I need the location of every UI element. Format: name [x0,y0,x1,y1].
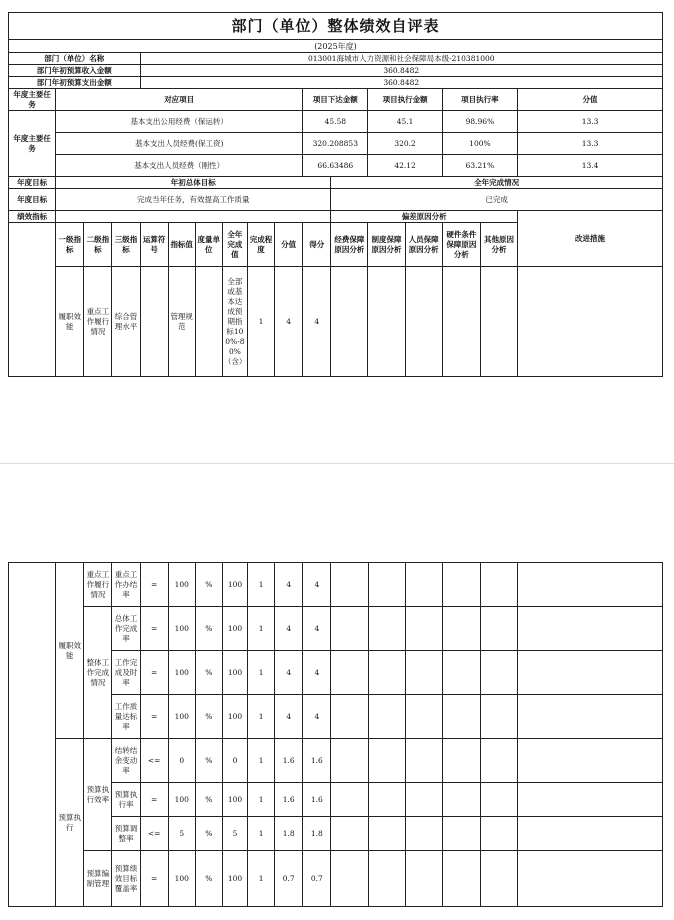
row-degree: 1 [247,267,274,377]
row-reason-other [481,651,518,695]
row-target: 100 [168,651,195,695]
row-reason-system [368,267,405,377]
row-unit: % [195,739,222,783]
row-target: 100 [168,851,195,907]
row-level3: 预算调整率 [112,817,140,851]
target-header: 指标值 [168,223,195,267]
row-score: 4 [303,651,331,695]
row-degree: 1 [248,607,275,651]
row-score: 4 [303,695,331,739]
row-reason-funds [331,651,368,695]
row-reason-funds [331,563,368,607]
row-reason-funds [331,607,368,651]
row-reason-hardware [442,783,480,817]
task-item: 基本支出人员经费(保工资) [56,133,303,155]
row-reason-system [368,695,405,739]
dept-name-value: 013001海城市人力资源和社会保障局本级-210381000 [140,53,662,65]
indicator-header-blank [56,211,331,223]
dept-name-label: 部门（单位）名称 [9,53,141,65]
row-degree: 1 [248,817,275,851]
group-level2: 整体工作完成情况 [84,607,112,739]
row-unit: % [195,607,222,651]
goal-completion: 已完成 [331,189,663,211]
reason-system-header: 制度保障原因分析 [368,223,405,267]
row-reason-funds [331,695,368,739]
row-reason-other [481,817,518,851]
operator-header: 运算符号 [140,223,168,267]
row-operator: = [140,563,168,607]
indicator-side-blank [9,563,56,907]
row-improve [518,851,663,907]
row-operator [140,267,168,377]
task-item: 基本支出人员经费（刚性） [56,155,303,177]
group-level2: 重点工作履行情况 [84,563,112,607]
group-level2: 预算编制管理 [84,851,112,907]
actual-header: 全年完成值 [222,223,247,267]
row-operator: = [140,607,168,651]
row-score-value: 1.8 [275,817,303,851]
row-score-value: 4 [275,607,303,651]
row-reason-hardware [442,817,480,851]
row-improve [518,695,663,739]
row-target: 5 [168,817,195,851]
row-unit: % [195,851,222,907]
row-improve [518,607,663,651]
row-unit: % [195,651,222,695]
row-degree: 1 [248,783,275,817]
row-reason-funds [331,267,368,377]
row-actual: 100 [222,851,247,907]
task-rate: 98.96% [442,111,517,133]
row-reason-hardware [442,563,480,607]
row-unit: % [195,563,222,607]
row-score: 1.6 [303,739,331,783]
row-reason-staff [405,607,442,651]
row-degree: 1 [248,739,275,783]
row-score-value: 1.6 [275,783,303,817]
row-score-value: 1.6 [275,739,303,783]
row-operator: = [140,695,168,739]
row-reason-system [368,651,405,695]
row-improve [518,739,663,783]
row-reason-system [368,739,405,783]
task-issued: 66.63486 [303,155,368,177]
task-rate: 63.21% [442,155,517,177]
row-actual: 100 [222,783,247,817]
row-reason-staff [405,563,442,607]
row-level1: 履职效能 [56,267,84,377]
executed-header: 项目执行金额 [368,89,442,111]
degree-header: 完成程度 [247,223,274,267]
row-reason-staff [405,817,442,851]
task-score-value: 13.3 [518,133,663,155]
task-rate: 100% [442,133,517,155]
indicator-side-blank [9,223,56,377]
year-cell [9,40,663,53]
task-executed: 42.12 [368,155,442,177]
row-level3: 工作完成及时率 [112,651,140,695]
group-level1: 预算执行 [56,739,84,907]
row-reason-staff [405,851,442,907]
row-actual: 全部或基本达成预期指标100%-80%（含） [222,267,247,377]
table-title-cell [9,13,663,40]
year-label: (2025年度) [314,41,357,51]
row-reason-system [368,817,405,851]
row-reason-other [481,563,518,607]
income-value: 360.8482 [140,65,662,77]
row-degree: 1 [248,851,275,907]
row-degree: 1 [248,563,275,607]
unit-header: 度量单位 [195,223,222,267]
task-item-header: 对应项目 [56,89,303,111]
goal-label: 年度目标 [9,189,56,211]
row-unit [195,267,222,377]
reason-other-header: 其他原因分析 [480,223,517,267]
task-executed: 45.1 [368,111,442,133]
score-header: 得分 [303,223,331,267]
row-score: 1.8 [303,817,331,851]
task-label-header: 年度主要任务 [9,89,56,111]
row-reason-other [480,267,517,377]
row-reason-funds [331,817,368,851]
row-score: 4 [303,607,331,651]
score-value-header: 分值 [275,223,303,267]
row-reason-funds [331,783,368,817]
row-score-value: 4 [275,267,303,377]
goal-completion-header: 全年完成情况 [331,177,663,189]
reason-hardware-header: 硬件条件保障原因分析 [442,223,480,267]
row-score: 4 [303,563,331,607]
row-score: 4 [303,267,331,377]
row-target: 管理规范 [168,267,195,377]
row-reason-system [368,851,405,907]
row-improve [518,651,663,695]
task-executed: 320.2 [368,133,442,155]
reason-staff-header: 人员保障原因分析 [405,223,442,267]
row-reason-hardware [442,607,480,651]
row-score-value: 4 [275,651,303,695]
evaluation-table-page1 [8,12,663,377]
task-issued: 320.208853 [303,133,368,155]
table-title: 部门（单位）整体绩效自评表 [231,17,440,35]
row-reason-other [481,783,518,817]
row-unit: % [195,783,222,817]
row-level3: 综合管理水平 [112,267,140,377]
rate-header: 项目执行率 [442,89,517,111]
row-operator: <= [140,817,168,851]
row-reason-other [481,739,518,783]
row-level3: 重点工作办结率 [112,563,140,607]
row-unit: % [195,817,222,851]
row-reason-system [368,563,405,607]
row-reason-funds [331,739,368,783]
row-reason-hardware [442,651,480,695]
row-target: 0 [168,739,195,783]
row-reason-hardware [442,695,480,739]
row-level3: 预算绩效目标覆盖率 [112,851,140,907]
row-score-value: 0.7 [275,851,303,907]
row-score: 1.6 [303,783,331,817]
row-operator: = [140,651,168,695]
income-label: 部门年初预算收入金额 [9,65,141,77]
row-score-value: 4 [275,563,303,607]
row-improve [518,563,663,607]
evaluation-table-page2 [8,562,663,907]
row-reason-hardware [442,851,480,907]
row-actual: 100 [222,563,247,607]
row-improve [518,783,663,817]
level1-header: 一级指标 [56,223,84,267]
row-target: 100 [168,695,195,739]
row-degree: 1 [248,651,275,695]
row-operator: = [140,851,168,907]
reason-funds-header: 经费保障原因分析 [331,223,368,267]
row-actual: 100 [222,695,247,739]
row-score: 0.7 [303,851,331,907]
row-score-value: 4 [275,695,303,739]
task-score-value: 13.3 [518,111,663,133]
row-unit: % [195,695,222,739]
row-reason-staff [405,651,442,695]
task-issued: 45.58 [303,111,368,133]
task-score-value: 13.4 [518,155,663,177]
row-reason-other [481,851,518,907]
row-actual: 5 [222,817,247,851]
row-improve [518,817,663,851]
score-value-header: 分值 [518,89,663,111]
row-reason-system [368,783,405,817]
row-target: 100 [168,783,195,817]
row-reason-staff [405,267,442,377]
row-reason-staff [405,695,442,739]
issued-header: 项目下达金额 [303,89,368,111]
row-reason-system [368,607,405,651]
row-actual: 0 [222,739,247,783]
goal-label-header: 年度目标 [9,177,56,189]
row-level3: 工作质量达标率 [112,695,140,739]
level3-header: 三级指标 [112,223,140,267]
row-reason-other [481,695,518,739]
row-level3: 总体工作完成率 [112,607,140,651]
row-reason-funds [331,851,368,907]
improve-header: 改进措施 [518,211,663,267]
row-level3: 预算执行率 [112,783,140,817]
row-operator: <= [140,739,168,783]
page-separator [0,463,674,464]
row-reason-hardware [442,739,480,783]
expense-value: 360.8482 [140,77,662,89]
row-actual: 100 [222,607,247,651]
deviation-header: 偏差原因分析 [331,211,518,223]
row-level2: 重点工作履行情况 [84,267,112,377]
goal-initial: 完成当年任务，有效提高工作质量 [56,189,331,211]
row-target: 100 [168,607,195,651]
indicator-label: 绩效指标 [9,211,56,223]
task-label-2: 年度主要任务 [9,111,56,177]
goal-initial-header: 年初总体目标 [56,177,331,189]
level2-header: 二级指标 [84,223,112,267]
row-reason-staff [405,739,442,783]
row-reason-staff [405,783,442,817]
row-level3: 结转结余变动率 [112,739,140,783]
task-item: 基本支出公用经费（保运转） [56,111,303,133]
row-reason-hardware [442,267,480,377]
row-degree: 1 [248,695,275,739]
row-operator: = [140,783,168,817]
expense-label: 部门年初预算支出金额 [9,77,141,89]
row-reason-other [481,607,518,651]
group-level1: 履职效能 [56,563,84,739]
row-target: 100 [168,563,195,607]
row-actual: 100 [222,651,247,695]
group-level2: 预算执行效率 [84,739,112,851]
row-improve [518,267,663,377]
